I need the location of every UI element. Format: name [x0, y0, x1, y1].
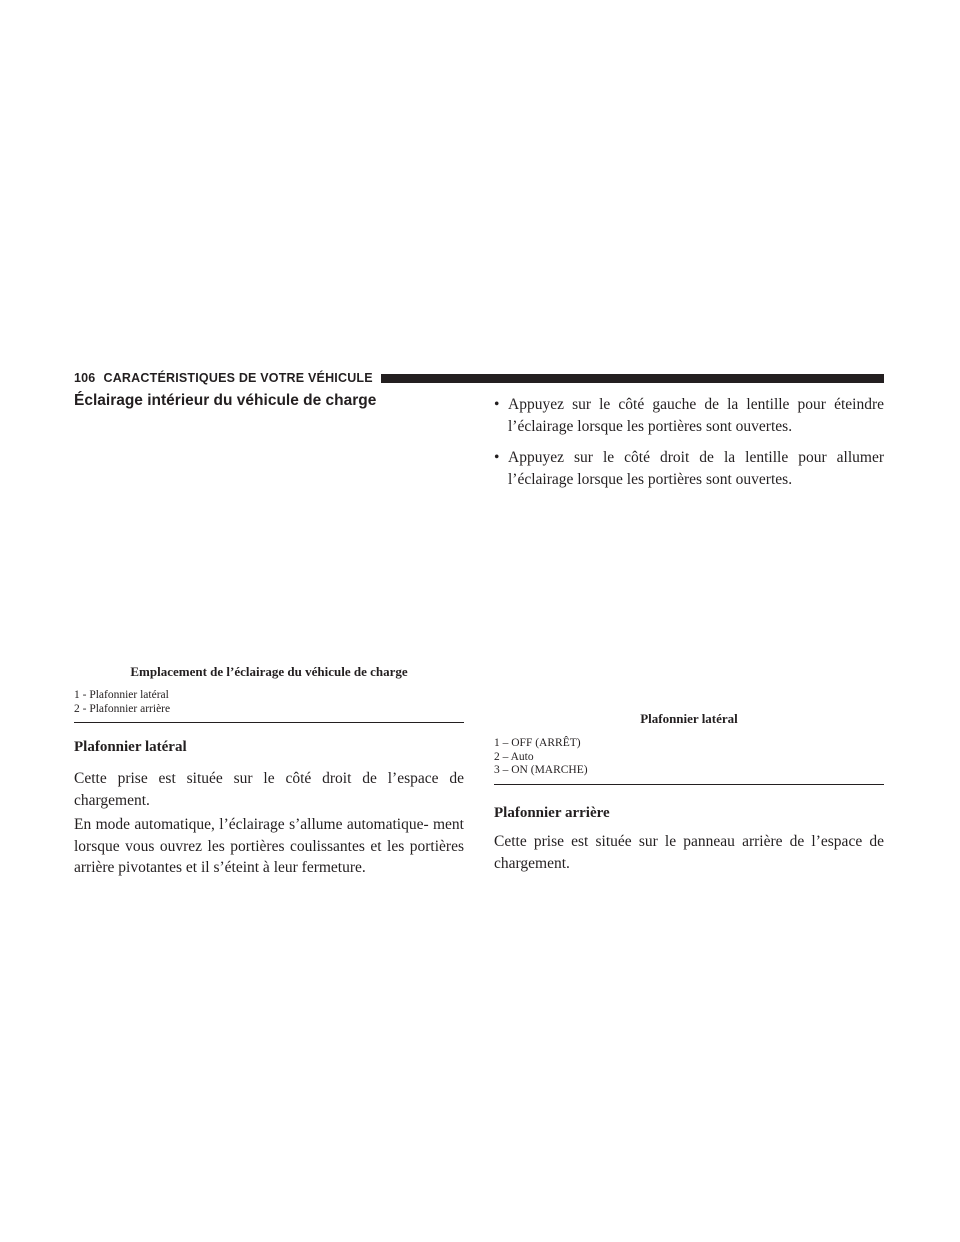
list-item-text: Appuyez sur le côté droit de la lentille pour allumer l’éclairage lorsque les portières sont ouvertes.	[508, 449, 884, 488]
legend-rule-right	[494, 784, 884, 785]
header-rule	[381, 374, 884, 383]
page-title: Éclairage intérieur du véhicule de charge	[74, 392, 377, 409]
legend-item: 2 - Plafonnier arrière	[74, 702, 171, 715]
figure-legend-right	[494, 737, 884, 778]
legend-item: 1 - Plafonnier latéral	[74, 689, 169, 701]
legend-item: 1 – OFF (ARRÊT)	[494, 737, 581, 749]
bullet-icon: •	[494, 396, 500, 413]
figure-caption-left: Emplacement de l’éclairage du véhicule de charge	[130, 664, 408, 679]
section-title: CARACTÉRISTIQUES DE VOTRE VÉHICULE	[103, 371, 373, 385]
list-item	[494, 447, 884, 490]
bullet-icon: •	[494, 449, 500, 466]
legend-item: 2 – Auto	[494, 750, 534, 763]
figure-placeholder-left	[74, 420, 464, 650]
subheading-plafonnier-arriere: Plafonnier arrière	[494, 805, 610, 821]
paragraph: Cette prise est située sur le panneau arrière de l’espace de chargement.	[494, 833, 884, 872]
page-header	[74, 370, 884, 386]
legend-rule-left	[74, 722, 464, 723]
paragraph: En mode automatique, l’éclairage s’allume automatique- ment lorsque vous ouvrez les portières coulissantes et les portières arrière pivotantes et il s’éteint à leur fermeture.	[74, 816, 464, 876]
figure-placeholder-right	[494, 490, 884, 700]
instruction-list	[494, 394, 884, 500]
page-number: 106	[74, 371, 96, 385]
legend-item: 3 – ON (MARCHE)	[494, 764, 588, 776]
figure-legend-left	[74, 689, 464, 716]
list-item-text: Appuyez sur le côté gauche de la lentille pour éteindre l’éclairage lorsque les portières sont ouvertes.	[508, 396, 884, 435]
list-item	[494, 394, 884, 437]
figure-caption-right: Plafonnier latéral	[640, 711, 738, 726]
paragraph: Cette prise est située sur le côté droit de l’espace de chargement.	[74, 770, 464, 809]
subheading-plafonnier-lateral: Plafonnier latéral	[74, 739, 187, 755]
